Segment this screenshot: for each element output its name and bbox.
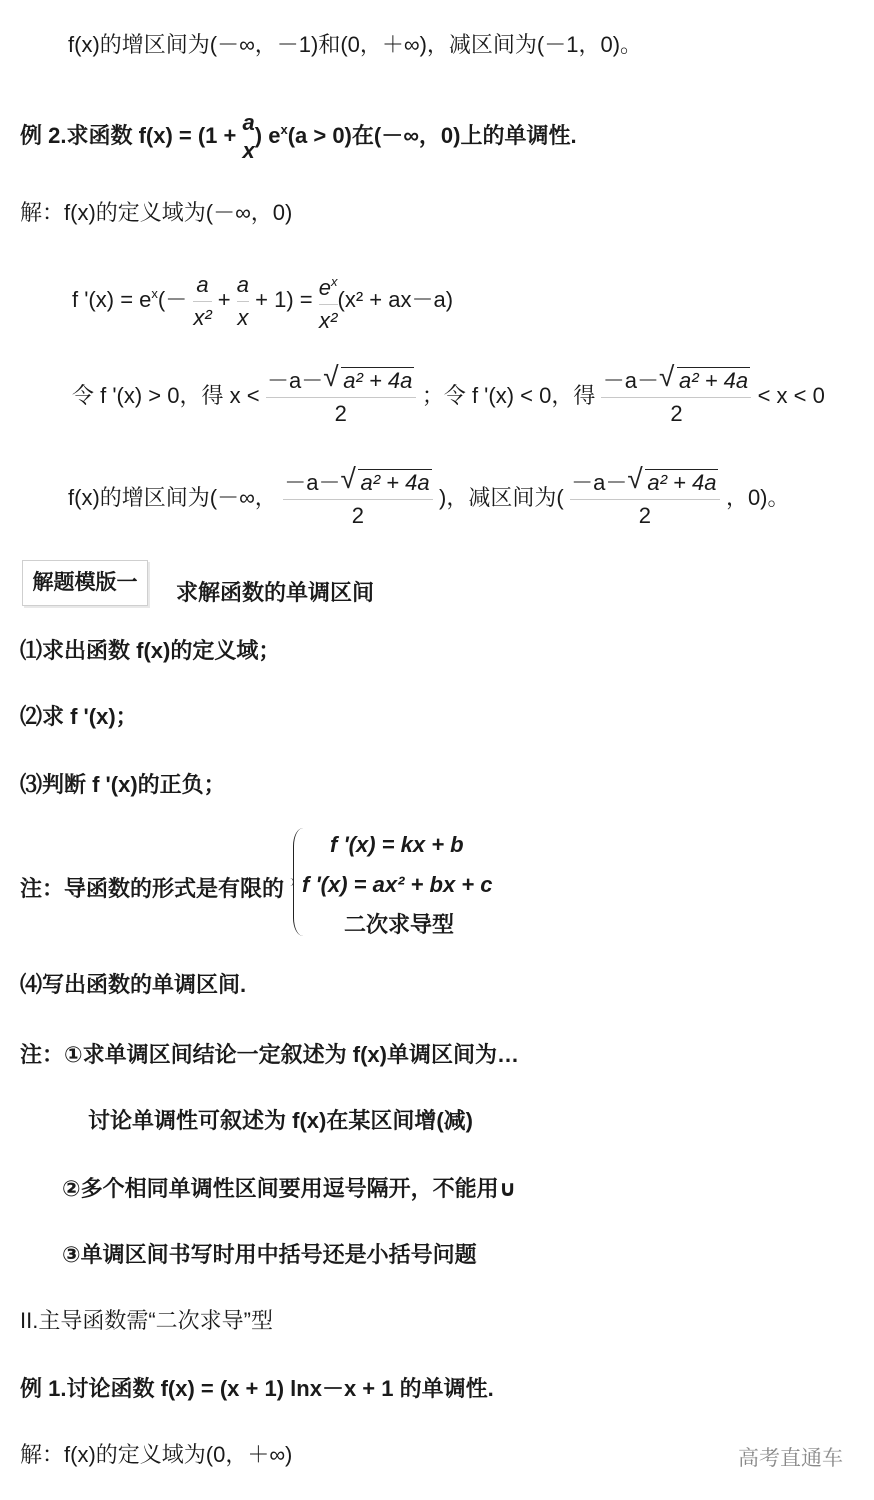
watermark: 高考直通车 <box>738 1447 843 1470</box>
frac-den: 2 <box>334 400 347 426</box>
example-1-heading: 例 1.讨论函数 f(x) = (x + 1) lnx－x + 1 的单调性. <box>20 1376 494 1401</box>
deriv-lead: f '(x) = e <box>72 287 152 312</box>
frac-den: 2 <box>638 502 651 528</box>
interval-mid: )，减区间为( <box>439 485 564 510</box>
section-2-heading: II.主导函数需“二次求导”型 <box>20 1308 273 1333</box>
template-title: 求解函数的单调区间 <box>176 580 375 605</box>
inequality-line <box>72 356 825 436</box>
solution-domain: 解：f(x)的定义域为(－∞，0) <box>20 200 293 225</box>
example-2-suffix: ) e <box>254 123 281 148</box>
frac-num: －a－ √ a² + 4a <box>602 360 749 393</box>
note-lead: 注：导函数的形式是有限的 <box>20 876 285 901</box>
note-2a: 注：①求单调区间结论一定叙述为 f(x)单调区间为… <box>20 1042 519 1067</box>
frac-den: x² <box>193 304 212 330</box>
frac-den: 2 <box>670 400 683 426</box>
step-1: ⑴求出函数 f(x)的定义域； <box>20 638 281 663</box>
fraction-numerator: a <box>242 110 255 136</box>
root-fraction-a <box>266 360 416 428</box>
note-2b: 讨论单调性可叙述为 f(x)在某区间增(减) <box>88 1108 473 1133</box>
frac-num: －a－ √ a² + 4a <box>571 462 717 495</box>
deriv-frac-3 <box>319 268 338 335</box>
root-fraction-c <box>283 462 433 530</box>
case-second-derivative: 二次求导型 <box>344 912 455 937</box>
deriv-frac-2 <box>237 271 249 332</box>
interval-line <box>68 458 790 538</box>
frac-den: x² <box>318 307 338 333</box>
frac-den: 2 <box>351 502 365 528</box>
exponent: x <box>280 122 288 137</box>
case-linear: f '(x) = kx + b <box>330 832 464 857</box>
deriv-tail: (x² + ax－a) <box>337 287 454 312</box>
deriv-plus: + <box>217 287 231 312</box>
root-fraction-b <box>601 360 751 428</box>
frac-num: $e^x$ <box>318 273 338 300</box>
deriv-frac-1 <box>193 271 211 332</box>
frac-num: －a－ √ a² + 4a <box>284 462 430 495</box>
solution-domain-2: 解：f(x)的定义域为(0，＋∞) <box>20 1442 293 1467</box>
step-3: ⑶判断 f '(x)的正负； <box>20 772 226 797</box>
example-2-heading <box>20 100 577 166</box>
case-quadratic: f '(x) = ax² + bx + c <box>302 872 493 897</box>
let-tail: < x < 0 <box>757 383 825 408</box>
example-2-tail: (a > 0)在(－∞，0)上的单调性. <box>287 123 577 148</box>
note-2d: ③单调区间书写时用中括号还是小括号问题 <box>62 1242 477 1267</box>
derivative-equation <box>72 262 453 335</box>
frac-num: a <box>196 271 209 297</box>
example-2-prefix: 例 2.求函数 f(x) = (1 + <box>20 123 237 148</box>
deriv-open: (－ <box>157 287 188 312</box>
deriv-exp: x <box>151 286 158 301</box>
let-part1: 令 f '(x) > 0，得 x < <box>72 383 260 408</box>
frac-num: －a－ √ a² + 4a <box>267 360 413 393</box>
frac-num: a <box>236 271 250 297</box>
deriv-close: + 1) = <box>255 287 313 312</box>
let-semi: ；令 f '(x) < 0，得 <box>421 383 596 408</box>
template-tag: 解题模版一 <box>22 560 148 606</box>
interval-part1: f(x)的增区间为(－∞， <box>68 485 277 510</box>
root-fraction-d <box>570 462 720 530</box>
frac-den: x <box>237 304 249 330</box>
interval-tail: ，0)。 <box>725 485 790 510</box>
step-4: ⑷写出函数的单调区间. <box>20 972 247 997</box>
increasing-interval-line: f(x)的增区间为(－∞，－1)和(0，＋∞)，减区间为(－1，0)。 <box>68 32 643 57</box>
step-2: ⑵求 f '(x)； <box>20 704 138 729</box>
fraction-denominator: x <box>242 138 255 164</box>
example-2-fraction <box>243 109 255 165</box>
note-2c: ②多个相同单调性区间要用逗号隔开，不能用∪ <box>62 1176 517 1201</box>
